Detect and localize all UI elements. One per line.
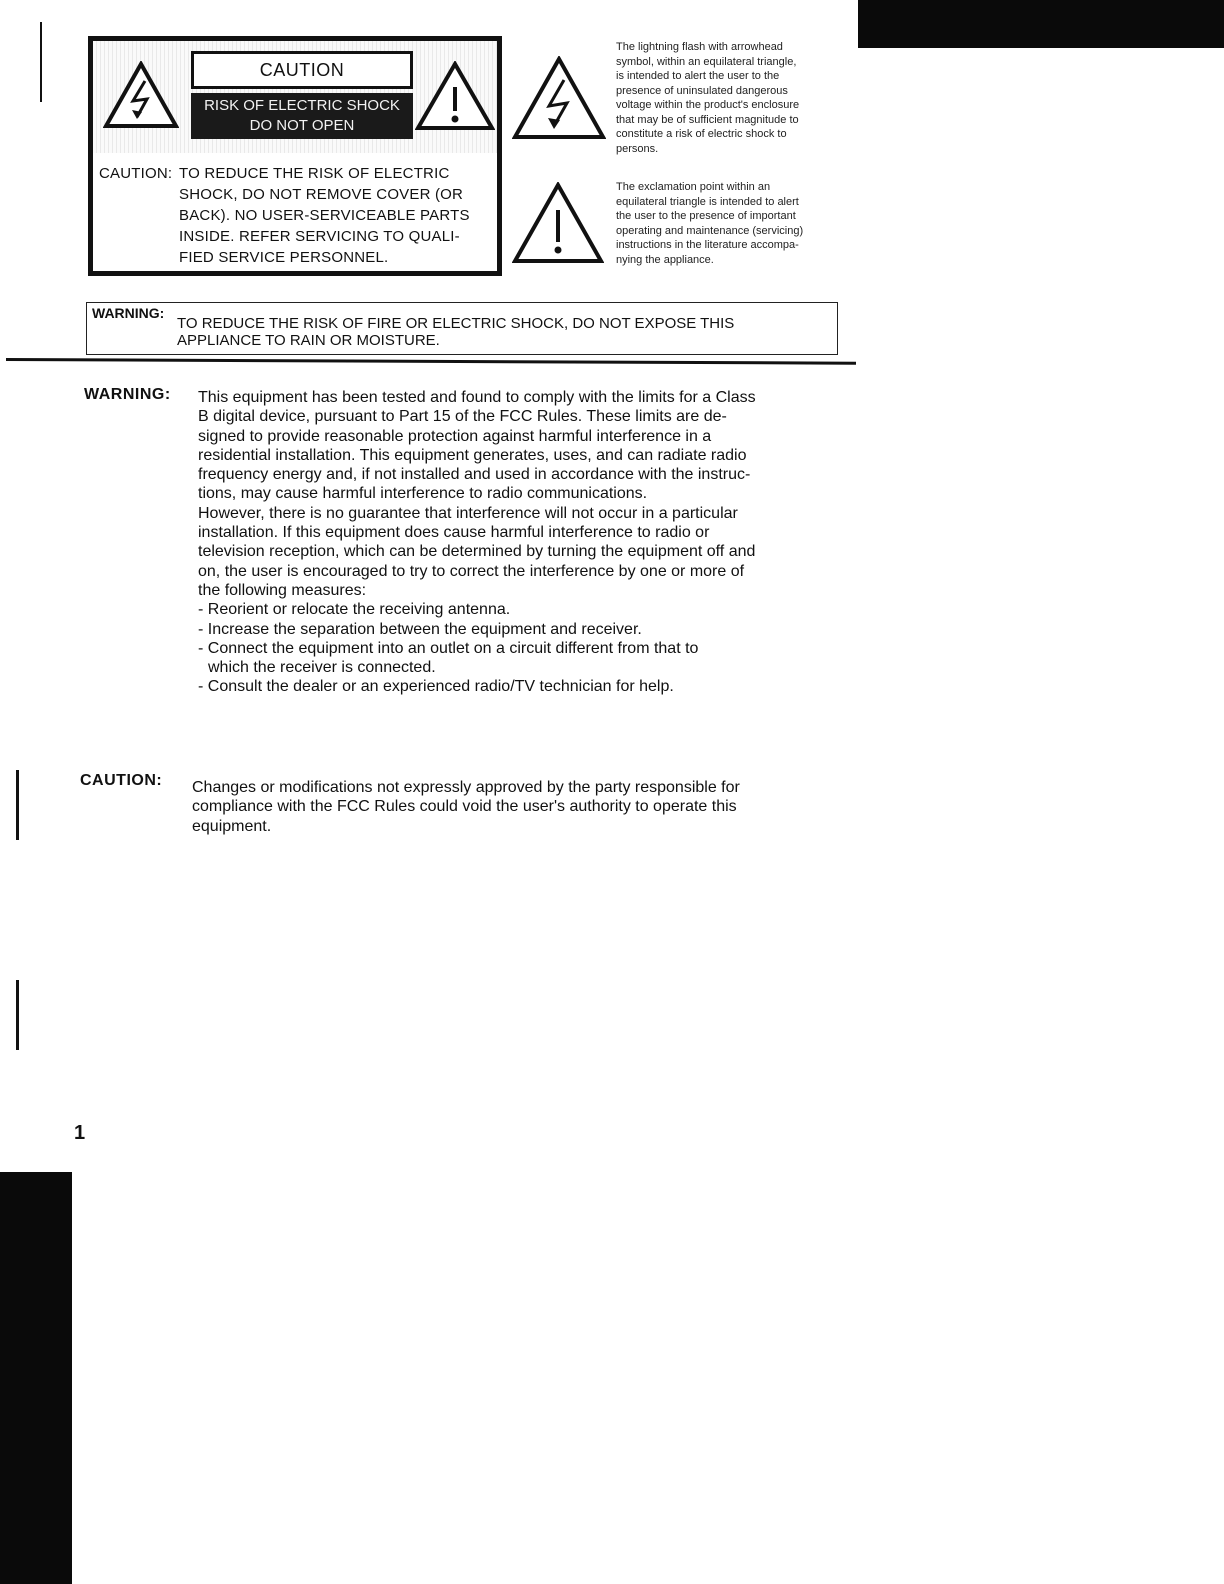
paragraph-line: the following measures: — [198, 581, 367, 599]
list-item: - Connect the equipment into an outlet on a circuit different from that to — [198, 639, 699, 657]
caution-line: BACK). NO USER-SERVICEABLE PARTS — [179, 207, 470, 224]
paragraph-line: television reception, which can be determined by turning the equipment off and — [198, 543, 756, 561]
warning-lead: WARNING: — [92, 305, 165, 321]
description-line: the user to the presence of important — [616, 210, 796, 222]
description-line: is intended to alert the user to the — [616, 70, 780, 82]
shock-warning-line: RISK OF ELECTRIC SHOCK — [204, 97, 400, 114]
fcc-warning-body — [198, 388, 756, 697]
caution-lead: CAUTION: — [99, 165, 173, 182]
caution-label-panel — [191, 51, 413, 139]
caution-line: FIED SERVICE PERSONNEL. — [179, 249, 389, 266]
fcc-warning-lead: WARNING: — [84, 386, 171, 403]
paragraph-line: on, the user is encouraged to try to correct the interference by one or more of — [198, 562, 745, 580]
paragraph-line: signed to provide reasonable protection against harmful interference in a — [198, 427, 712, 445]
caution-line: INSIDE. REFER SERVICING TO QUALI- — [179, 228, 460, 245]
warning-line: TO REDUCE THE RISK OF FIRE OR ELECTRIC SHOCK, DO NOT EXPOSE THIS — [177, 315, 735, 332]
lightning-symbol-icon — [512, 56, 606, 140]
do-not-open-line: DO NOT OPEN — [249, 117, 355, 134]
paragraph-line: This equipment has been tested and found to comply with the limits for a Class — [198, 389, 756, 406]
exclamation-symbol-icon — [512, 182, 604, 264]
paragraph-line: However, there is no guarantee that interference will not occur in a particular — [198, 504, 738, 522]
fcc-caution-body — [192, 778, 740, 836]
moisture-warning-box — [86, 302, 838, 355]
scan-mark — [40, 22, 42, 102]
scan-black-band-bottom — [0, 1172, 72, 1584]
description-line: presence of uninsulated dangerous — [616, 84, 788, 97]
paragraph-line: Changes or modifications not expressly approved by the party responsible for — [192, 779, 740, 796]
caution-label-title: CAUTION — [191, 51, 413, 89]
paragraph-line: residential installation. This equipment generates, uses, and can radiate radio — [198, 446, 747, 464]
description-line: equilateral triangle is intended to alert — [616, 195, 799, 208]
lightning-triangle-icon — [103, 61, 179, 129]
scan-black-band-top — [858, 0, 1224, 48]
description-line: that may be of sufficient magnitude to — [616, 113, 799, 126]
fcc-caution-lead: CAUTION: — [80, 772, 163, 789]
list-item-continued: which the receiver is connected. — [208, 659, 436, 677]
exclamation-triangle-icon — [415, 61, 495, 131]
paragraph-line: B digital device, pursuant to Part 15 of the FCC Rules. These limits are de- — [198, 408, 727, 426]
description-line: constitute a risk of electric shock to — [616, 128, 787, 140]
page-number: 1 — [74, 1122, 86, 1144]
description-line: symbol, within an equilateral triangle, — [616, 55, 797, 68]
caution-label-box — [88, 36, 502, 276]
description-line: operating and maintenance (servicing) — [616, 224, 804, 237]
paragraph-line: installation. If this equipment does cause harmful interference to radio or — [198, 524, 710, 542]
description-line: nying the appliance. — [616, 253, 714, 266]
paragraph-line: equipment. — [192, 817, 272, 835]
caution-line: SHOCK, DO NOT REMOVE COVER (OR — [179, 186, 464, 203]
caution-body — [179, 163, 499, 268]
exclamation-symbol-description — [616, 180, 803, 267]
description-line: The exclamation point within an — [616, 181, 771, 193]
paragraph-line: tions, may cause harmful interference to radio communications. — [198, 485, 648, 503]
scan-mark — [16, 770, 19, 840]
warning-line: APPLIANCE TO RAIN OR MOISTURE. — [177, 332, 440, 349]
description-line: The lightning flash with arrowhead — [616, 41, 783, 53]
paragraph-line: compliance with the FCC Rules could void the user's authority to operate this — [192, 798, 737, 816]
caution-line: TO REDUCE THE RISK OF ELECTRIC — [179, 165, 450, 182]
description-line: instructions in the literature accompa- — [616, 239, 799, 251]
shock-warning-band — [191, 93, 413, 139]
paragraph-line: frequency energy and, if not installed and used in accordance with the instruc- — [198, 466, 751, 484]
description-line: persons. — [616, 142, 659, 155]
section-divider — [6, 358, 856, 365]
description-line: voltage within the product's enclosure — [616, 99, 800, 111]
lightning-symbol-description — [616, 40, 799, 156]
scan-mark — [16, 980, 19, 1050]
list-item: - Consult the dealer or an experienced radio/TV technician for help. — [198, 678, 674, 696]
list-item: - Increase the separation between the equipment and receiver. — [198, 620, 642, 638]
list-item: - Reorient or relocate the receiving antenna. — [198, 601, 511, 619]
